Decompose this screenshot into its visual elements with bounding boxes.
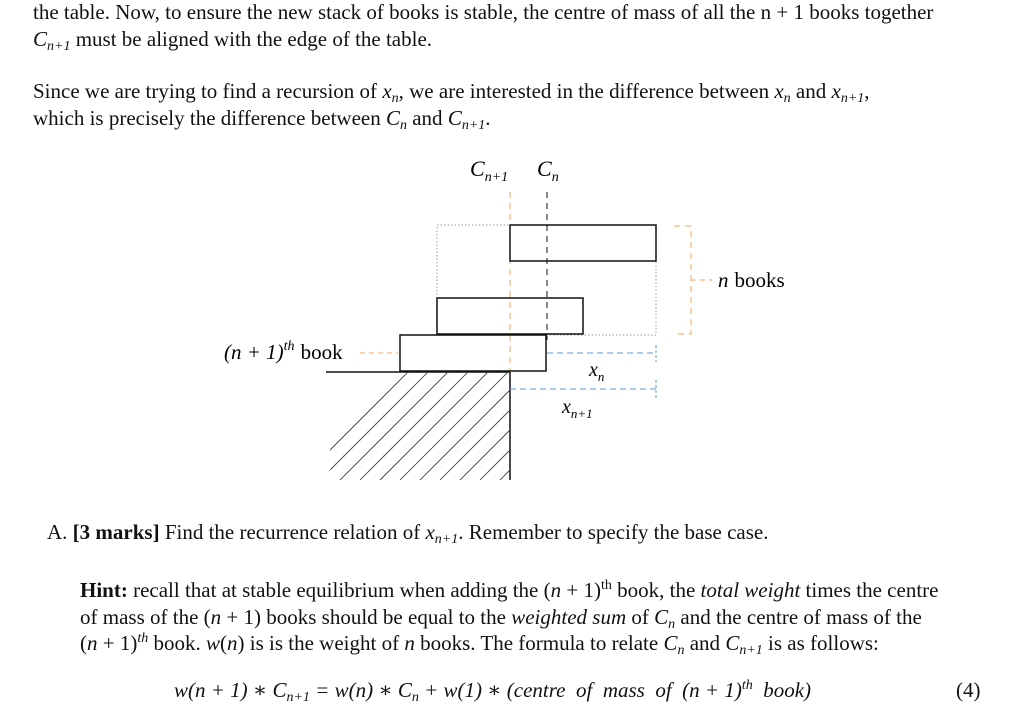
equation-number: (4) (956, 678, 981, 702)
hint-line-3: $(n + 1)^{th}$ book. w(n) is is the weight of n books. The formula to relate $C_n$ and $C_{n+1}$ is as follows: (80, 631, 879, 658)
equation-4: w(n + 1) ∗ $C_{n+1} = w(n)$ ∗ $C_n + w(1)$ ∗ (centre of mass of $(n + 1)^{th}$ book) (174, 678, 812, 705)
paragraph-2-line-2: which is precisely the difference between $C_n$ and $C_{n+1}$. (33, 106, 491, 133)
n-books-bracket (674, 226, 691, 334)
n-plus-1-th-book-label: $(n + 1)^{th}$ book (224, 339, 343, 364)
top-book (510, 225, 656, 261)
hint-line-2: of mass of the (n + 1) books should be equal to the weighted sum of $C_n$ and the centre of mass of the (80, 605, 922, 632)
paragraph-1-line-1: the table. Now, to ensure the new stack of books is stable, the centre of mass of all the n + 1 books together (33, 0, 934, 24)
paragraph-1-line-2: $C_{n+1}$ must be aligned with the edge of the table. (33, 27, 433, 54)
paragraph-2-line-1: Since we are trying to find a recursion of $x_n$, we are interested in the difference between $x_n$ and $x_{n+1}$, (33, 79, 870, 106)
n-books-label: n books (718, 268, 785, 292)
x-n-label: $x_n$ (589, 359, 605, 384)
label-c-n: $C_n$ (537, 156, 559, 185)
bottom-book (400, 335, 546, 371)
label-c-n-plus-1: $C_{n+1}$ (470, 156, 509, 185)
x-n-plus-1-label: $x_{n+1}$ (562, 396, 593, 421)
question-a: A. [3 marks] Find the recurrence relation of $x_{n+1}$. Remember to specify the base case. (47, 520, 769, 547)
hint-line-1: Hint: recall that at stable equilibrium when adding the $(n + 1)^{th}$ book, the total weight times the centre (80, 578, 939, 602)
